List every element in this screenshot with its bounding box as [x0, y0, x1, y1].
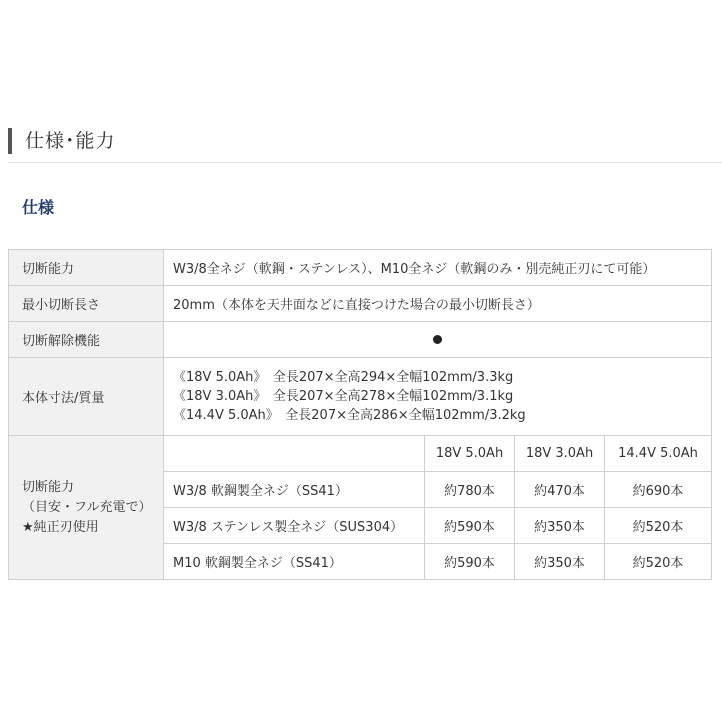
- section-accent-bar: [8, 128, 12, 154]
- count-cell: 約590本: [425, 544, 515, 580]
- spec-subtitle: 仕様: [22, 198, 55, 217]
- label-line: （目安・フル充電で）: [22, 499, 152, 515]
- row-label: 切断能力: [9, 250, 164, 286]
- spec-row-cutting-capacity: [9, 250, 712, 286]
- spec-row-min-cut-length: [9, 286, 712, 322]
- material-name: M10 軟鋼製全ネジ（SS41）: [164, 544, 425, 580]
- column-header: 18V 3.0Ah: [515, 436, 605, 472]
- material-name: W3/8 軟鋼製全ネジ（SS41）: [164, 472, 425, 508]
- row-label: 本体寸法/質量: [9, 358, 164, 436]
- count-cell: 約350本: [515, 544, 605, 580]
- column-header: 14.4V 5.0Ah: [605, 436, 712, 472]
- section-title: 仕様･能力: [25, 130, 116, 152]
- spec-row-dimensions: [9, 358, 712, 436]
- row-value: 20mm（本体を天井面などに直接つけた場合の最小切断長さ）: [164, 286, 712, 322]
- count-cell: 約520本: [605, 544, 712, 580]
- count-cell: 約590本: [425, 508, 515, 544]
- row-label: 最小切断長さ: [9, 286, 164, 322]
- count-cell: 約690本: [605, 472, 712, 508]
- count-cell: 約350本: [515, 508, 605, 544]
- row-label: 切断解除機能: [9, 322, 164, 358]
- dimension-line: 《14.4V 5.0Ah》 全長207×全高286×全幅102mm/3.2kg: [173, 408, 526, 423]
- dimension-line: 《18V 5.0Ah》 全長207×全高294×全幅102mm/3.3kg: [173, 370, 514, 385]
- row-value: [164, 322, 712, 358]
- material-name: W3/8 ステンレス製全ネジ（SUS304）: [164, 508, 425, 544]
- cutting-count-header-row: [9, 436, 712, 472]
- row-value: W3/8全ネジ（軟鋼・ステンレス）、M10全ネジ（軟鋼のみ・別売純正刃にて可能）: [164, 250, 712, 286]
- filled-circle-icon: [433, 335, 442, 344]
- dimension-line: 《18V 3.0Ah》 全長207×全高278×全幅102mm/3.1kg: [173, 389, 514, 404]
- spec-row-cut-release: [9, 322, 712, 358]
- count-cell: 約780本: [425, 472, 515, 508]
- count-cell: 約520本: [605, 508, 712, 544]
- count-cell: 約470本: [515, 472, 605, 508]
- spec-table: [8, 249, 712, 580]
- label-line: ★純正刃使用: [22, 519, 99, 535]
- row-label: [9, 436, 164, 580]
- empty-header-cell: [164, 436, 425, 472]
- column-header: 18V 5.0Ah: [425, 436, 515, 472]
- row-value: [164, 358, 712, 436]
- section-header: [8, 128, 722, 163]
- label-line: 切断能力: [22, 479, 75, 495]
